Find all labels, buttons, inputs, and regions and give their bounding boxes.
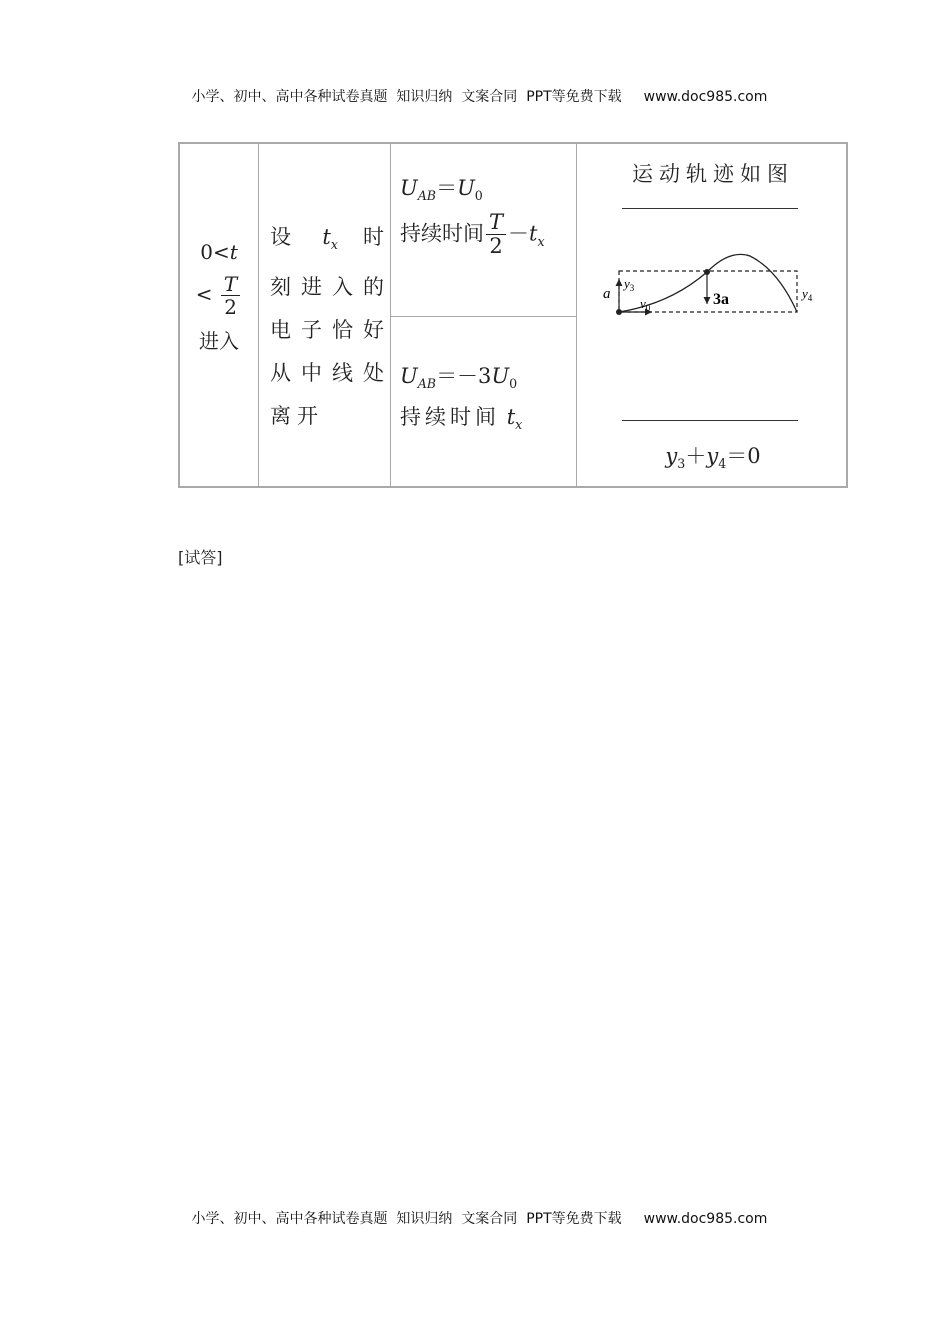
answer-blank-bottom — [622, 420, 798, 421]
lt-sign-2: < — [195, 282, 213, 306]
trajectory-title: 运动轨迹如图 — [632, 162, 794, 186]
lt-sign-1: 0< — [200, 240, 230, 264]
label-a: a — [603, 286, 611, 302]
footer-url[interactable]: www.doc985.com — [643, 1211, 768, 1227]
fraction-t-over-2: $\frac{T}{2}$ — [221, 273, 240, 318]
page-header — [0, 70, 950, 106]
label-y4: $y_4$ — [802, 286, 813, 303]
fraction-t-over-2: $\frac{T}{2}$ — [486, 211, 506, 258]
trajectory-cell — [578, 144, 848, 488]
page-footer — [0, 1192, 950, 1228]
midline-point — [704, 269, 710, 275]
trajectory-result: $y_3+y_4=0$ — [665, 444, 761, 472]
phase1-cell: $U_{AB}=U_0$ 持续时间 $\frac{T}{2}$ $-t_x$ — [400, 176, 545, 259]
footer-text: 小学、初中、高中各种试卷真题 知识归纳 文案合同 PPT等免费下载 — [191, 1211, 622, 1227]
header-url[interactable]: www.doc985.com — [643, 89, 768, 105]
description-cell: 设 $t_x$ 时刻进入的电子恰好从中线处离开 — [270, 225, 390, 429]
duration-label-2: 持续时间 — [400, 405, 500, 430]
start-point — [616, 309, 622, 315]
var-t: t — [229, 240, 238, 264]
label-v0: $v_0$ — [640, 296, 651, 313]
try-answer-label: [试答] — [178, 548, 223, 567]
header-text: 小学、初中、高中各种试卷真题 知识归纳 文案合同 PPT等免费下载 — [191, 89, 622, 105]
trajectory-diagram — [600, 244, 820, 324]
label-y3: $y_3$ — [624, 276, 635, 293]
enter-label: 进入 — [199, 329, 239, 353]
answer-blank-top — [622, 208, 798, 209]
analysis-table — [178, 142, 848, 488]
condition-cell — [180, 239, 258, 354]
label-3a: 3a — [713, 291, 729, 308]
duration-label-1: 持续时间 — [400, 221, 484, 246]
phase2-cell: $U_{AB}=-3U_0$ 持续时间 $t_x$ — [400, 364, 523, 433]
